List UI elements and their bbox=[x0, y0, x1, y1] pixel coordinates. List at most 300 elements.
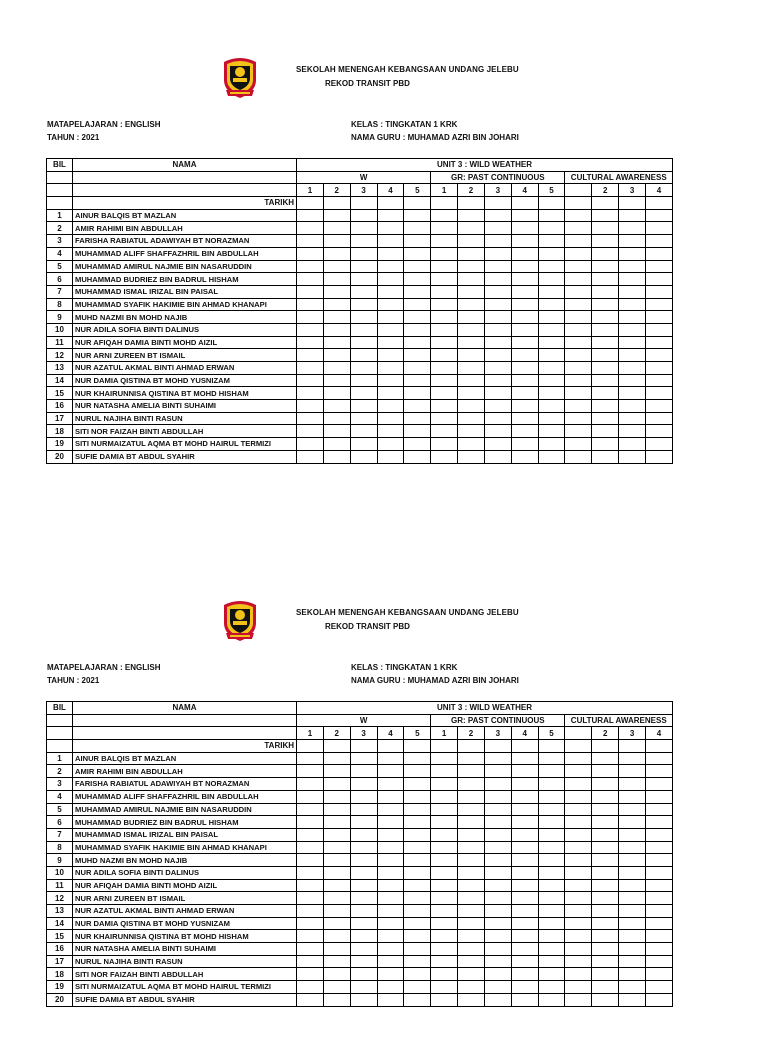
score-cell[interactable] bbox=[511, 235, 538, 248]
score-cell[interactable] bbox=[377, 955, 404, 968]
score-cell[interactable] bbox=[619, 222, 646, 235]
score-cell[interactable] bbox=[458, 816, 485, 829]
score-cell[interactable] bbox=[484, 803, 511, 816]
score-cell[interactable] bbox=[404, 273, 431, 286]
score-cell[interactable] bbox=[297, 816, 324, 829]
score-cell[interactable] bbox=[350, 905, 377, 918]
score-cell[interactable] bbox=[619, 285, 646, 298]
score-cell[interactable] bbox=[484, 400, 511, 413]
score-cell[interactable] bbox=[297, 879, 324, 892]
score-cell[interactable] bbox=[484, 943, 511, 956]
score-cell[interactable] bbox=[297, 803, 324, 816]
date-cell[interactable] bbox=[323, 197, 350, 210]
score-cell[interactable] bbox=[484, 412, 511, 425]
score-cell[interactable] bbox=[565, 968, 592, 981]
score-cell[interactable] bbox=[404, 222, 431, 235]
score-cell[interactable] bbox=[592, 311, 619, 324]
score-cell[interactable] bbox=[297, 298, 324, 311]
score-cell[interactable] bbox=[538, 412, 565, 425]
score-cell[interactable] bbox=[511, 955, 538, 968]
score-cell[interactable] bbox=[592, 323, 619, 336]
score-cell[interactable] bbox=[458, 955, 485, 968]
score-cell[interactable] bbox=[431, 387, 458, 400]
score-cell[interactable] bbox=[350, 943, 377, 956]
score-cell[interactable] bbox=[511, 336, 538, 349]
score-cell[interactable] bbox=[377, 752, 404, 765]
score-cell[interactable] bbox=[458, 879, 485, 892]
score-cell[interactable] bbox=[538, 362, 565, 375]
date-cell[interactable] bbox=[377, 197, 404, 210]
score-cell[interactable] bbox=[458, 311, 485, 324]
score-cell[interactable] bbox=[431, 765, 458, 778]
score-cell[interactable] bbox=[323, 841, 350, 854]
score-cell[interactable] bbox=[565, 854, 592, 867]
score-cell[interactable] bbox=[323, 247, 350, 260]
score-cell[interactable] bbox=[431, 450, 458, 463]
date-cell[interactable] bbox=[592, 197, 619, 210]
score-cell[interactable] bbox=[565, 955, 592, 968]
score-cell[interactable] bbox=[350, 311, 377, 324]
score-cell[interactable] bbox=[619, 905, 646, 918]
score-cell[interactable] bbox=[323, 298, 350, 311]
score-cell[interactable] bbox=[404, 298, 431, 311]
score-cell[interactable] bbox=[297, 943, 324, 956]
score-cell[interactable] bbox=[377, 311, 404, 324]
score-cell[interactable] bbox=[404, 816, 431, 829]
score-cell[interactable] bbox=[458, 803, 485, 816]
score-cell[interactable] bbox=[350, 917, 377, 930]
date-cell[interactable] bbox=[592, 740, 619, 753]
score-cell[interactable] bbox=[458, 400, 485, 413]
score-cell[interactable] bbox=[619, 879, 646, 892]
score-cell[interactable] bbox=[458, 349, 485, 362]
score-cell[interactable] bbox=[404, 387, 431, 400]
score-cell[interactable] bbox=[431, 841, 458, 854]
score-cell[interactable] bbox=[538, 273, 565, 286]
score-cell[interactable] bbox=[565, 450, 592, 463]
score-cell[interactable] bbox=[511, 438, 538, 451]
score-cell[interactable] bbox=[645, 930, 672, 943]
score-cell[interactable] bbox=[484, 336, 511, 349]
score-cell[interactable] bbox=[458, 778, 485, 791]
score-cell[interactable] bbox=[404, 892, 431, 905]
score-cell[interactable] bbox=[323, 311, 350, 324]
score-cell[interactable] bbox=[458, 336, 485, 349]
score-cell[interactable] bbox=[458, 273, 485, 286]
score-cell[interactable] bbox=[350, 450, 377, 463]
score-cell[interactable] bbox=[565, 438, 592, 451]
score-cell[interactable] bbox=[350, 955, 377, 968]
score-cell[interactable] bbox=[592, 425, 619, 438]
score-cell[interactable] bbox=[350, 247, 377, 260]
score-cell[interactable] bbox=[350, 438, 377, 451]
score-cell[interactable] bbox=[323, 450, 350, 463]
score-cell[interactable] bbox=[350, 968, 377, 981]
score-cell[interactable] bbox=[511, 803, 538, 816]
score-cell[interactable] bbox=[431, 425, 458, 438]
score-cell[interactable] bbox=[404, 400, 431, 413]
score-cell[interactable] bbox=[323, 778, 350, 791]
score-cell[interactable] bbox=[619, 968, 646, 981]
score-cell[interactable] bbox=[323, 336, 350, 349]
score-cell[interactable] bbox=[538, 425, 565, 438]
score-cell[interactable] bbox=[565, 803, 592, 816]
score-cell[interactable] bbox=[592, 778, 619, 791]
score-cell[interactable] bbox=[484, 362, 511, 375]
score-cell[interactable] bbox=[619, 866, 646, 879]
score-cell[interactable] bbox=[297, 917, 324, 930]
score-cell[interactable] bbox=[297, 209, 324, 222]
score-cell[interactable] bbox=[592, 917, 619, 930]
score-cell[interactable] bbox=[511, 854, 538, 867]
score-cell[interactable] bbox=[538, 828, 565, 841]
score-cell[interactable] bbox=[645, 235, 672, 248]
score-cell[interactable] bbox=[619, 828, 646, 841]
date-cell[interactable] bbox=[565, 197, 592, 210]
score-cell[interactable] bbox=[404, 450, 431, 463]
score-cell[interactable] bbox=[592, 816, 619, 829]
score-cell[interactable] bbox=[323, 917, 350, 930]
score-cell[interactable] bbox=[297, 828, 324, 841]
score-cell[interactable] bbox=[565, 311, 592, 324]
score-cell[interactable] bbox=[645, 247, 672, 260]
score-cell[interactable] bbox=[538, 968, 565, 981]
score-cell[interactable] bbox=[511, 892, 538, 905]
score-cell[interactable] bbox=[323, 387, 350, 400]
score-cell[interactable] bbox=[404, 247, 431, 260]
score-cell[interactable] bbox=[458, 866, 485, 879]
score-cell[interactable] bbox=[484, 222, 511, 235]
score-cell[interactable] bbox=[431, 778, 458, 791]
score-cell[interactable] bbox=[538, 765, 565, 778]
score-cell[interactable] bbox=[431, 892, 458, 905]
score-cell[interactable] bbox=[645, 778, 672, 791]
score-cell[interactable] bbox=[592, 273, 619, 286]
score-cell[interactable] bbox=[538, 247, 565, 260]
score-cell[interactable] bbox=[404, 803, 431, 816]
score-cell[interactable] bbox=[511, 866, 538, 879]
score-cell[interactable] bbox=[619, 765, 646, 778]
score-cell[interactable] bbox=[511, 879, 538, 892]
score-cell[interactable] bbox=[645, 765, 672, 778]
score-cell[interactable] bbox=[404, 425, 431, 438]
score-cell[interactable] bbox=[511, 209, 538, 222]
score-cell[interactable] bbox=[538, 323, 565, 336]
score-cell[interactable] bbox=[458, 260, 485, 273]
score-cell[interactable] bbox=[484, 349, 511, 362]
score-cell[interactable] bbox=[458, 412, 485, 425]
score-cell[interactable] bbox=[323, 273, 350, 286]
score-cell[interactable] bbox=[619, 816, 646, 829]
score-cell[interactable] bbox=[377, 943, 404, 956]
score-cell[interactable] bbox=[565, 323, 592, 336]
score-cell[interactable] bbox=[565, 425, 592, 438]
score-cell[interactable] bbox=[350, 752, 377, 765]
score-cell[interactable] bbox=[619, 260, 646, 273]
score-cell[interactable] bbox=[323, 930, 350, 943]
score-cell[interactable] bbox=[645, 803, 672, 816]
score-cell[interactable] bbox=[484, 323, 511, 336]
score-cell[interactable] bbox=[565, 905, 592, 918]
score-cell[interactable] bbox=[458, 235, 485, 248]
score-cell[interactable] bbox=[484, 425, 511, 438]
score-cell[interactable] bbox=[538, 917, 565, 930]
date-cell[interactable] bbox=[538, 197, 565, 210]
score-cell[interactable] bbox=[377, 790, 404, 803]
score-cell[interactable] bbox=[431, 298, 458, 311]
score-cell[interactable] bbox=[377, 235, 404, 248]
date-cell[interactable] bbox=[511, 740, 538, 753]
score-cell[interactable] bbox=[645, 285, 672, 298]
score-cell[interactable] bbox=[323, 412, 350, 425]
score-cell[interactable] bbox=[565, 260, 592, 273]
score-cell[interactable] bbox=[297, 841, 324, 854]
score-cell[interactable] bbox=[404, 323, 431, 336]
score-cell[interactable] bbox=[511, 790, 538, 803]
score-cell[interactable] bbox=[431, 854, 458, 867]
score-cell[interactable] bbox=[458, 752, 485, 765]
score-cell[interactable] bbox=[431, 993, 458, 1006]
score-cell[interactable] bbox=[350, 260, 377, 273]
score-cell[interactable] bbox=[511, 968, 538, 981]
score-cell[interactable] bbox=[350, 930, 377, 943]
score-cell[interactable] bbox=[645, 816, 672, 829]
score-cell[interactable] bbox=[404, 349, 431, 362]
score-cell[interactable] bbox=[350, 374, 377, 387]
score-cell[interactable] bbox=[297, 273, 324, 286]
score-cell[interactable] bbox=[297, 311, 324, 324]
score-cell[interactable] bbox=[511, 993, 538, 1006]
score-cell[interactable] bbox=[377, 362, 404, 375]
score-cell[interactable] bbox=[297, 905, 324, 918]
score-cell[interactable] bbox=[323, 285, 350, 298]
score-cell[interactable] bbox=[511, 930, 538, 943]
score-cell[interactable] bbox=[323, 400, 350, 413]
score-cell[interactable] bbox=[592, 362, 619, 375]
score-cell[interactable] bbox=[565, 866, 592, 879]
score-cell[interactable] bbox=[404, 993, 431, 1006]
score-cell[interactable] bbox=[377, 765, 404, 778]
score-cell[interactable] bbox=[404, 955, 431, 968]
score-cell[interactable] bbox=[645, 917, 672, 930]
score-cell[interactable] bbox=[645, 400, 672, 413]
score-cell[interactable] bbox=[323, 816, 350, 829]
score-cell[interactable] bbox=[565, 362, 592, 375]
score-cell[interactable] bbox=[404, 854, 431, 867]
score-cell[interactable] bbox=[592, 955, 619, 968]
score-cell[interactable] bbox=[458, 425, 485, 438]
score-cell[interactable] bbox=[645, 298, 672, 311]
score-cell[interactable] bbox=[592, 222, 619, 235]
score-cell[interactable] bbox=[565, 374, 592, 387]
score-cell[interactable] bbox=[297, 778, 324, 791]
score-cell[interactable] bbox=[538, 450, 565, 463]
score-cell[interactable] bbox=[297, 235, 324, 248]
score-cell[interactable] bbox=[538, 349, 565, 362]
date-cell[interactable] bbox=[404, 197, 431, 210]
score-cell[interactable] bbox=[538, 841, 565, 854]
score-cell[interactable] bbox=[538, 955, 565, 968]
score-cell[interactable] bbox=[484, 765, 511, 778]
score-cell[interactable] bbox=[645, 450, 672, 463]
score-cell[interactable] bbox=[323, 879, 350, 892]
date-cell[interactable] bbox=[538, 740, 565, 753]
score-cell[interactable] bbox=[645, 828, 672, 841]
score-cell[interactable] bbox=[377, 981, 404, 994]
score-cell[interactable] bbox=[619, 336, 646, 349]
score-cell[interactable] bbox=[511, 778, 538, 791]
score-cell[interactable] bbox=[565, 298, 592, 311]
score-cell[interactable] bbox=[511, 349, 538, 362]
date-cell[interactable] bbox=[645, 740, 672, 753]
score-cell[interactable] bbox=[619, 955, 646, 968]
score-cell[interactable] bbox=[592, 930, 619, 943]
score-cell[interactable] bbox=[511, 247, 538, 260]
score-cell[interactable] bbox=[323, 765, 350, 778]
score-cell[interactable] bbox=[404, 879, 431, 892]
score-cell[interactable] bbox=[458, 917, 485, 930]
score-cell[interactable] bbox=[538, 222, 565, 235]
score-cell[interactable] bbox=[511, 905, 538, 918]
score-cell[interactable] bbox=[458, 905, 485, 918]
score-cell[interactable] bbox=[377, 260, 404, 273]
date-cell[interactable] bbox=[458, 740, 485, 753]
score-cell[interactable] bbox=[511, 323, 538, 336]
score-cell[interactable] bbox=[511, 374, 538, 387]
score-cell[interactable] bbox=[377, 298, 404, 311]
score-cell[interactable] bbox=[377, 425, 404, 438]
score-cell[interactable] bbox=[538, 892, 565, 905]
score-cell[interactable] bbox=[484, 879, 511, 892]
date-cell[interactable] bbox=[297, 740, 324, 753]
score-cell[interactable] bbox=[511, 917, 538, 930]
score-cell[interactable] bbox=[538, 816, 565, 829]
date-cell[interactable] bbox=[565, 740, 592, 753]
score-cell[interactable] bbox=[484, 752, 511, 765]
score-cell[interactable] bbox=[323, 362, 350, 375]
score-cell[interactable] bbox=[565, 790, 592, 803]
score-cell[interactable] bbox=[323, 993, 350, 1006]
score-cell[interactable] bbox=[592, 752, 619, 765]
score-cell[interactable] bbox=[350, 816, 377, 829]
score-cell[interactable] bbox=[511, 841, 538, 854]
score-cell[interactable] bbox=[645, 412, 672, 425]
score-cell[interactable] bbox=[377, 450, 404, 463]
score-cell[interactable] bbox=[297, 981, 324, 994]
score-cell[interactable] bbox=[350, 222, 377, 235]
score-cell[interactable] bbox=[565, 778, 592, 791]
score-cell[interactable] bbox=[592, 943, 619, 956]
score-cell[interactable] bbox=[404, 260, 431, 273]
date-cell[interactable] bbox=[323, 740, 350, 753]
score-cell[interactable] bbox=[404, 930, 431, 943]
score-cell[interactable] bbox=[377, 349, 404, 362]
score-cell[interactable] bbox=[431, 362, 458, 375]
score-cell[interactable] bbox=[458, 285, 485, 298]
score-cell[interactable] bbox=[645, 362, 672, 375]
score-cell[interactable] bbox=[323, 981, 350, 994]
score-cell[interactable] bbox=[350, 323, 377, 336]
score-cell[interactable] bbox=[458, 993, 485, 1006]
score-cell[interactable] bbox=[645, 425, 672, 438]
score-cell[interactable] bbox=[511, 412, 538, 425]
score-cell[interactable] bbox=[592, 374, 619, 387]
score-cell[interactable] bbox=[538, 438, 565, 451]
score-cell[interactable] bbox=[377, 387, 404, 400]
score-cell[interactable] bbox=[350, 866, 377, 879]
score-cell[interactable] bbox=[592, 400, 619, 413]
score-cell[interactable] bbox=[458, 374, 485, 387]
score-cell[interactable] bbox=[458, 765, 485, 778]
score-cell[interactable] bbox=[484, 828, 511, 841]
score-cell[interactable] bbox=[592, 803, 619, 816]
score-cell[interactable] bbox=[592, 235, 619, 248]
score-cell[interactable] bbox=[645, 879, 672, 892]
score-cell[interactable] bbox=[431, 930, 458, 943]
score-cell[interactable] bbox=[458, 209, 485, 222]
score-cell[interactable] bbox=[592, 905, 619, 918]
score-cell[interactable] bbox=[458, 323, 485, 336]
score-cell[interactable] bbox=[619, 438, 646, 451]
score-cell[interactable] bbox=[592, 387, 619, 400]
score-cell[interactable] bbox=[431, 917, 458, 930]
score-cell[interactable] bbox=[377, 438, 404, 451]
score-cell[interactable] bbox=[404, 374, 431, 387]
score-cell[interactable] bbox=[350, 993, 377, 1006]
score-cell[interactable] bbox=[458, 450, 485, 463]
score-cell[interactable] bbox=[484, 955, 511, 968]
score-cell[interactable] bbox=[538, 298, 565, 311]
score-cell[interactable] bbox=[377, 866, 404, 879]
score-cell[interactable] bbox=[565, 400, 592, 413]
score-cell[interactable] bbox=[484, 917, 511, 930]
score-cell[interactable] bbox=[619, 790, 646, 803]
score-cell[interactable] bbox=[323, 222, 350, 235]
score-cell[interactable] bbox=[404, 752, 431, 765]
score-cell[interactable] bbox=[538, 778, 565, 791]
score-cell[interactable] bbox=[350, 235, 377, 248]
score-cell[interactable] bbox=[511, 450, 538, 463]
date-cell[interactable] bbox=[350, 740, 377, 753]
score-cell[interactable] bbox=[619, 362, 646, 375]
score-cell[interactable] bbox=[297, 222, 324, 235]
score-cell[interactable] bbox=[404, 828, 431, 841]
score-cell[interactable] bbox=[323, 790, 350, 803]
score-cell[interactable] bbox=[645, 841, 672, 854]
score-cell[interactable] bbox=[377, 209, 404, 222]
score-cell[interactable] bbox=[645, 790, 672, 803]
score-cell[interactable] bbox=[404, 968, 431, 981]
score-cell[interactable] bbox=[431, 311, 458, 324]
score-cell[interactable] bbox=[323, 892, 350, 905]
score-cell[interactable] bbox=[511, 273, 538, 286]
score-cell[interactable] bbox=[404, 866, 431, 879]
score-cell[interactable] bbox=[565, 917, 592, 930]
score-cell[interactable] bbox=[592, 438, 619, 451]
score-cell[interactable] bbox=[377, 930, 404, 943]
score-cell[interactable] bbox=[350, 892, 377, 905]
date-cell[interactable] bbox=[484, 197, 511, 210]
score-cell[interactable] bbox=[511, 400, 538, 413]
score-cell[interactable] bbox=[431, 412, 458, 425]
score-cell[interactable] bbox=[377, 816, 404, 829]
score-cell[interactable] bbox=[431, 981, 458, 994]
score-cell[interactable] bbox=[592, 790, 619, 803]
score-cell[interactable] bbox=[458, 841, 485, 854]
score-cell[interactable] bbox=[484, 311, 511, 324]
score-cell[interactable] bbox=[431, 438, 458, 451]
score-cell[interactable] bbox=[592, 866, 619, 879]
